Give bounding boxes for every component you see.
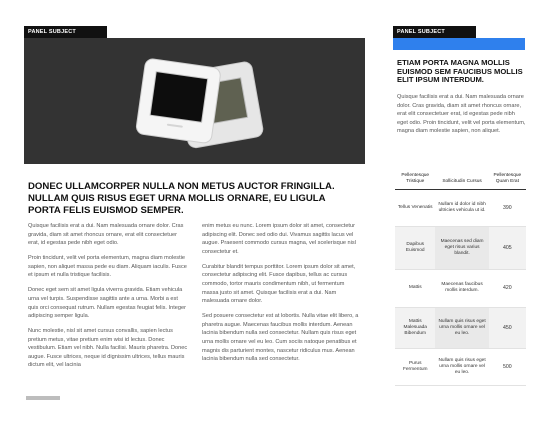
body-column-2 <box>202 222 362 370</box>
table-cell: Maecenas faucibus mollis interdum. <box>435 269 488 307</box>
table-row <box>395 226 526 269</box>
table-header: Pellentesque Quam Erat <box>489 166 526 189</box>
table-cell: Nullam id dolor id nibh ultricies vehicula ut id. <box>435 189 488 226</box>
paragraph: Curabitur blandit tempus porttitor. Lorem ipsum dolor sit amet, consectetur adipiscing elit. Fusce dapibus, tellus ac cursus commodo, tortor mauris condimentum nibh, ut fermentum massa justo sit amet. Quisque facilisis erat a dui. Nam malesuada ornare dolor. <box>202 263 356 305</box>
table-header: Sollicitudin Cursus <box>435 166 488 189</box>
table-cell: Mattis <box>395 269 435 307</box>
paragraph: Nunc molestie, nisl sit amet cursus convallis, sapien lectus pretium metus, vitae pretium enim wisi id lectus. Donec vestibulum. Etiam vel nibh. Nulla facilisi. Mauris pharetra. Donec augue. Fusce ultrices, neque id dignissim ultrices, tellus mauris dictum elit, vel lacinia <box>28 328 188 369</box>
table-cell: 450 <box>489 307 526 348</box>
left-headline: DONEC ULLAMCORPER NULLA NON METUS AUCTOR FRINGILLA. NULLAM QUIS RISUS EGET URNA MOLLIS ORNARE, EU LIGULA PORTA FELIS EUISMOD SEMPER. <box>28 181 335 216</box>
right-panel-title: ETIAM PORTA MAGNA MOLLIS EUISMOD SEM FAUCIBUS MOLLIS ELIT IPSUM INTERDUM. <box>397 58 523 85</box>
table-cell: Nullam quis risus eget urna mollis ornare vel eu leo. <box>435 307 488 348</box>
panel-subject-tag-left: PANEL SUBJECT <box>24 26 107 38</box>
hero-image <box>24 38 365 164</box>
table-cell: Dapibus Euismod <box>395 226 435 269</box>
table-row <box>395 307 526 348</box>
footer-divider <box>26 396 60 400</box>
paragraph: Proin tincidunt, velit vel porta elementum, magna diam molestie sapien, non aliquet massa pede eu diam. Aliquam iaculis. Fusce et ipsum et nulla tristique facilisis. <box>28 255 187 279</box>
table-cell: 420 <box>489 269 526 307</box>
body-column-1 <box>28 222 188 376</box>
accent-bar <box>393 38 525 50</box>
slides-illustration <box>24 38 365 164</box>
paragraph: Sed posuere consectetur est at lobortis. Nulla vitae elit libero, a pharetra augue. Maecenas faucibus mollis interdum. Aenean lacinia bibendum nulla sed consectetur. Nullam quis risus eget urna mollis ornare vel eu leo. Cum sociis natoque penatibus et magnis dis parturient montes, nascetur ridiculus mus. Aenean lacinia bibendum nulla sed consectetur. <box>202 313 359 363</box>
right-panel-body: Quisque facilisis erat a dui. Nam malesuada ornare dolor. Cras gravida, diam sit amet rhoncus ornare, erat elit consectetuer erat, id egestas pede nibh eget odio. Proin tincidunt, velit vel porta elementum, magna diam molestie sapien, non aliquet. <box>397 94 526 135</box>
data-table <box>395 166 526 386</box>
table-cell: 405 <box>489 226 526 269</box>
table-row <box>395 348 526 385</box>
table-row <box>395 189 526 226</box>
table-cell: 500 <box>489 348 526 385</box>
table-cell: Tellus Venenatis <box>395 189 435 226</box>
table-cell: Maecenas sed diam eget risus varius blandit. <box>435 226 488 269</box>
table-cell: Mattis Malesuada Bibendum <box>395 307 435 348</box>
paragraph: Donec eget sem sit amet ligula viverra gravida. Etiam vehicula urna vel turpis. Suspendisse sagittis ante a urna. Morbi a est quis orci consequat rutrum. Nullam egestas feugiat felis. Integer adipiscing semper ligula. <box>28 287 186 320</box>
paragraph: Quisque facilisis erat a dui. Nam malesuada ornare dolor. Cras gravida, diam sit amet rhoncus ornare, erat elit consectetuer erat, id egestas pede nibh eget odio. <box>28 223 184 247</box>
table-cell: Nullam quis risus eget urna mollis ornare vel eu leo. <box>435 348 488 385</box>
table-header: Pellentesque Tristique <box>395 166 435 189</box>
table-cell: 390 <box>489 189 526 226</box>
table-row <box>395 269 526 307</box>
paragraph: enim metus eu nunc. Lorem ipsum dolor sit amet, consectetur adipiscing elit. Donec sed odio dui. Vivamus sagittis lacus vel augue. Praesent commodo cursus magna, vel scelerisque nisl consectetur et. <box>202 223 356 255</box>
table-cell: Purus Fermentum <box>395 348 435 385</box>
panel-subject-tag-right: PANEL SUBJECT <box>393 26 476 38</box>
